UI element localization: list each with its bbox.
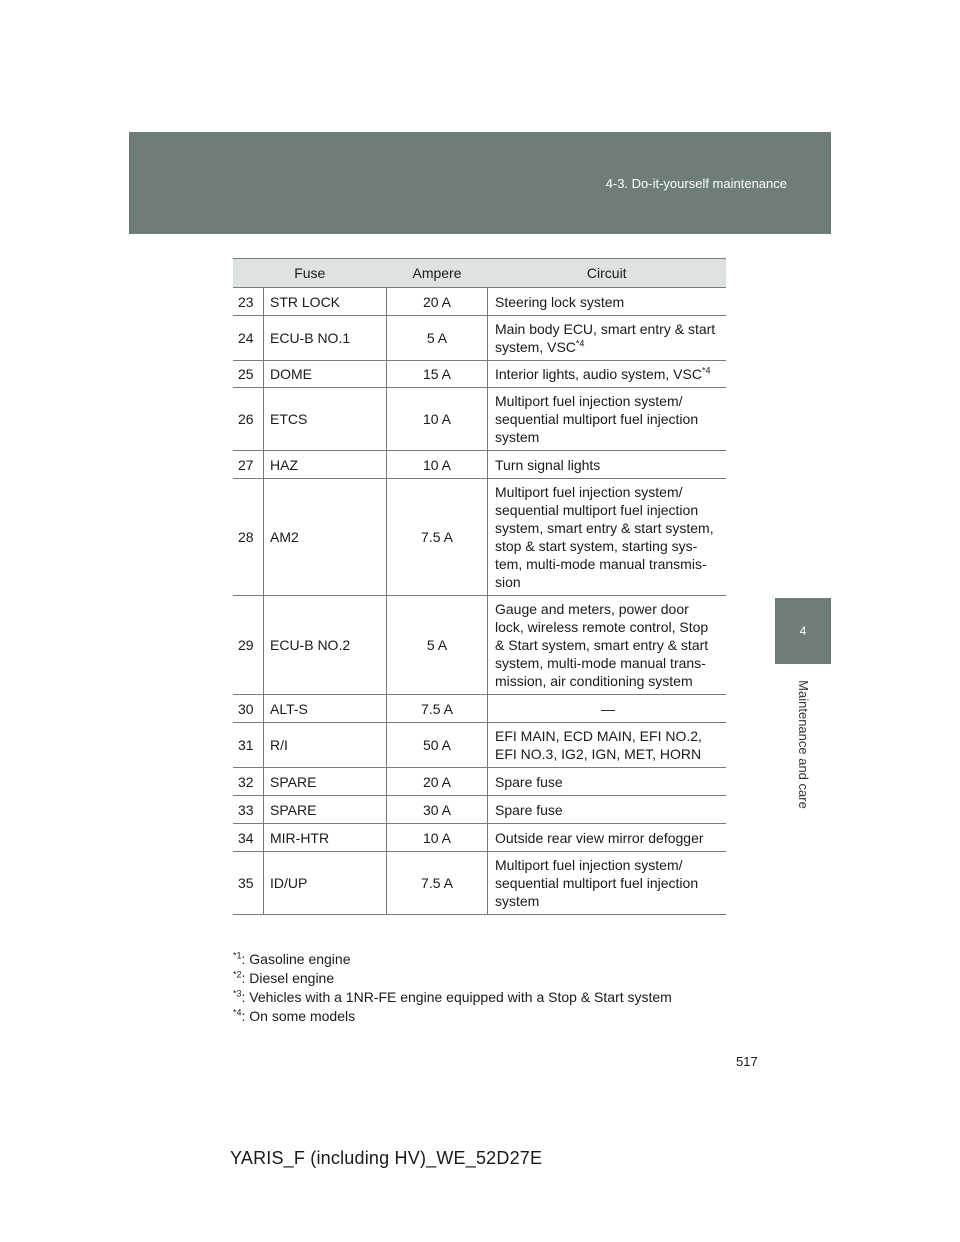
table-row [233, 388, 726, 451]
fuse-ampere: 20 A [387, 768, 488, 796]
fuse-ampere: 15 A [387, 361, 488, 388]
table-row [233, 852, 726, 915]
footnote [233, 950, 672, 969]
footnote-text: : On some models [241, 1008, 356, 1024]
fuse-number: 27 [233, 451, 264, 479]
footnote [233, 969, 672, 988]
fuse-name: R/I [264, 723, 387, 768]
table-header-row [233, 259, 726, 288]
fuse-number: 24 [233, 316, 264, 361]
fuse-number: 23 [233, 288, 264, 316]
footnote-ref: *4 [575, 338, 585, 349]
fuse-name: ID/UP [264, 852, 387, 915]
section-title: 4-3. Do-it-yourself maintenance [605, 176, 787, 191]
footnote-mark: *4 [233, 1007, 242, 1018]
fuse-number: 35 [233, 852, 264, 915]
section-header [129, 132, 831, 234]
fuse-name: HAZ [264, 451, 387, 479]
fuse-number: 33 [233, 796, 264, 824]
fuse-circuit: Steering lock system [488, 288, 727, 316]
table-row [233, 723, 726, 768]
column-header-ampere: Ampere [387, 259, 488, 288]
column-header-circuit: Circuit [488, 259, 727, 288]
fuse-number: 31 [233, 723, 264, 768]
fuse-number: 32 [233, 768, 264, 796]
fuse-ampere: 5 A [387, 596, 488, 695]
fuse-name: ALT-S [264, 695, 387, 723]
fuse-name: MIR-HTR [264, 824, 387, 852]
fuse-name: SPARE [264, 768, 387, 796]
chapter-tab-label-text: Maintenance and care [795, 679, 811, 809]
fuse-name: ECU-B NO.1 [264, 316, 387, 361]
fuse-circuit-cell [488, 316, 727, 361]
page-number: 517 [736, 1054, 758, 1069]
fuse-ampere: 10 A [387, 388, 488, 451]
fuse-circuit: Gauge and meters, power door lock, wireless remote control, Stop & Start system, smart entry & start system, multi-mode manual trans- mission, air conditioning system [488, 596, 727, 695]
chapter-tab-number: 4 [775, 598, 831, 664]
footnote-mark: *1 [233, 950, 242, 961]
fuse-circuit: Multiport fuel injection system/ sequential multiport fuel injection system [488, 852, 727, 915]
fuse-circuit: Turn signal lights [488, 451, 727, 479]
fuse-ampere: 7.5 A [387, 695, 488, 723]
fuse-circuit: Multiport fuel injection system/ sequential multiport fuel injection system, smart entry & start system, stop & start system, starting sys- tem, multi-mode manual transmis- sion [488, 479, 727, 596]
footnote-mark: *3 [233, 988, 242, 999]
footnote-text: : Gasoline engine [241, 951, 351, 967]
fuse-ampere: 50 A [387, 723, 488, 768]
fuse-circuit: Interior lights, audio system, VSC [495, 366, 702, 382]
fuse-ampere: 10 A [387, 451, 488, 479]
table-row [233, 596, 726, 695]
fuse-circuit: EFI MAIN, ECD MAIN, EFI NO.2, EFI NO.3, IG2, IGN, MET, HORN [488, 723, 727, 768]
column-header-fuse: Fuse [233, 259, 387, 288]
table-row [233, 824, 726, 852]
fuse-name: ECU-B NO.2 [264, 596, 387, 695]
fuse-table [233, 258, 726, 915]
fuse-circuit: Main body ECU, smart entry & start system, VSC [495, 321, 716, 355]
fuse-number: 30 [233, 695, 264, 723]
fuse-number: 34 [233, 824, 264, 852]
fuse-name: AM2 [264, 479, 387, 596]
table-row [233, 768, 726, 796]
fuse-ampere: 20 A [387, 288, 488, 316]
table-row [233, 361, 726, 388]
fuse-circuit: Spare fuse [488, 796, 727, 824]
footnote-text: : Vehicles with a 1NR-FE engine equipped with a Stop & Start system [241, 989, 672, 1005]
fuse-ampere: 10 A [387, 824, 488, 852]
fuse-number: 26 [233, 388, 264, 451]
footnote-ref: *4 [701, 365, 711, 376]
footnotes [233, 950, 672, 1026]
table-row [233, 288, 726, 316]
fuse-ampere: 7.5 A [387, 479, 488, 596]
fuse-number: 28 [233, 479, 264, 596]
table-row [233, 316, 726, 361]
chapter-tab-label [775, 664, 831, 824]
footnote-mark: *2 [233, 969, 242, 980]
fuse-circuit: Spare fuse [488, 768, 727, 796]
fuse-name: DOME [264, 361, 387, 388]
model-code: YARIS_F (including HV)_WE_52D27E [230, 1148, 543, 1168]
fuse-name: STR LOCK [264, 288, 387, 316]
footnote-text: : Diesel engine [241, 970, 335, 986]
table-row [233, 695, 726, 723]
fuse-circuit: Multiport fuel injection system/ sequential multiport fuel injection system [488, 388, 727, 451]
fuse-ampere: 5 A [387, 316, 488, 361]
footnote [233, 988, 672, 1007]
fuse-name: ETCS [264, 388, 387, 451]
table-row [233, 451, 726, 479]
fuse-number: 25 [233, 361, 264, 388]
table-row [233, 479, 726, 596]
fuse-circuit: — [488, 695, 727, 723]
table-row [233, 796, 726, 824]
fuse-ampere: 30 A [387, 796, 488, 824]
fuse-name: SPARE [264, 796, 387, 824]
fuse-ampere: 7.5 A [387, 852, 488, 915]
fuse-circuit: Outside rear view mirror defogger [488, 824, 727, 852]
fuse-number: 29 [233, 596, 264, 695]
footnote [233, 1007, 672, 1026]
fuse-circuit-cell [488, 361, 727, 388]
